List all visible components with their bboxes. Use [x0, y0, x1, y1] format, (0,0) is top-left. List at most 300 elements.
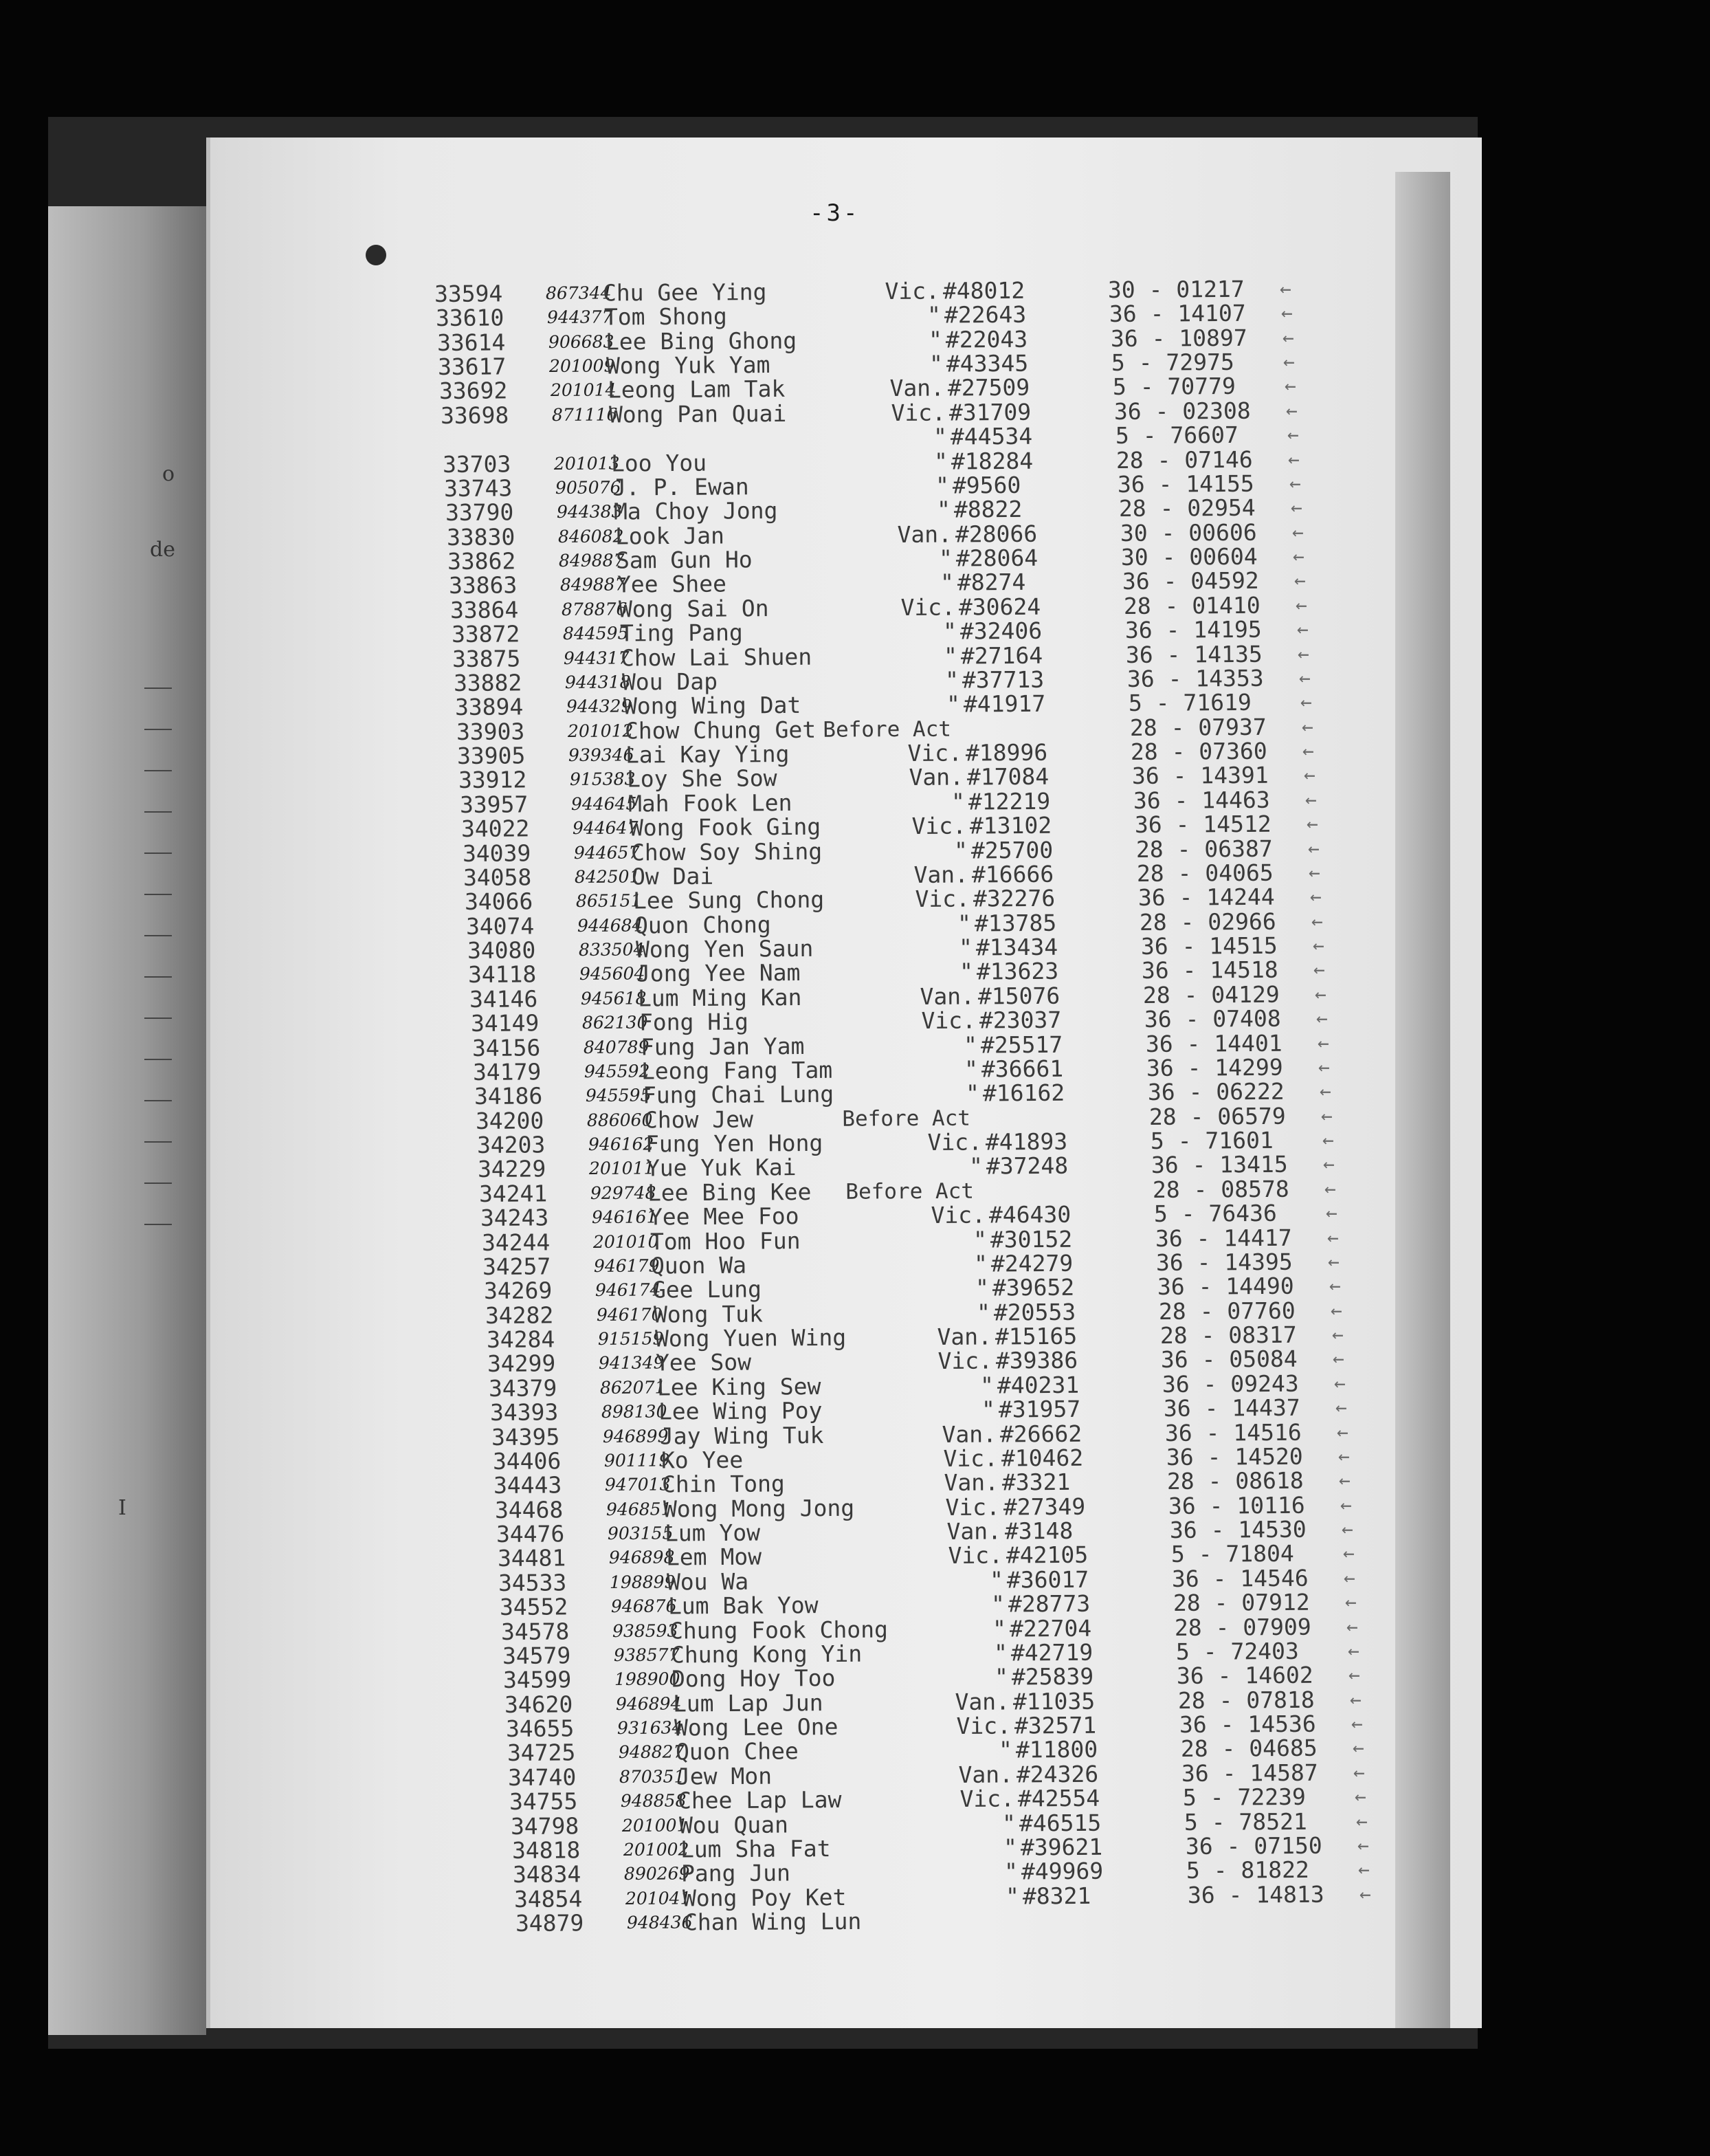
file-code: 36 - 14244 [1137, 883, 1275, 912]
handwritten-number: 849887 [559, 550, 625, 571]
sheet-rule [144, 976, 172, 978]
check-mark: ← [1311, 910, 1323, 933]
port-of-entry: " [945, 666, 959, 694]
port-of-entry: Van. [955, 1688, 1010, 1715]
port-of-entry: " [940, 569, 955, 597]
check-mark: ← [1337, 1444, 1350, 1468]
person-name: Fong Hig [639, 1008, 748, 1036]
handwritten-number: 945604 [579, 963, 645, 984]
reference-number: #17084 [967, 763, 1050, 791]
handwritten-number: 931634 [617, 1717, 683, 1739]
port-of-entry: Before Act [822, 716, 951, 742]
sheet-rule [144, 1182, 172, 1184]
file-code: 28 - 06579 [1148, 1102, 1286, 1130]
certificate-number: 34118 [468, 960, 537, 989]
port-of-entry: Van. [889, 374, 945, 402]
file-code: 30 - 01217 [1107, 275, 1245, 304]
file-code: 36 - 14417 [1155, 1224, 1292, 1252]
port-of-entry: " [946, 690, 961, 718]
port-of-entry: Vic. [959, 1785, 1015, 1813]
reference-number: #30624 [958, 593, 1041, 621]
person-name: Lee Bing Kee [647, 1178, 812, 1207]
port-of-entry: Van. [920, 982, 975, 1010]
reference-number: #32276 [973, 885, 1056, 912]
file-code: 36 - 14437 [1163, 1394, 1300, 1422]
handwritten-number: 901119 [603, 1450, 670, 1471]
certificate-number: 34269 [484, 1277, 553, 1305]
file-code: 36 - 05084 [1161, 1345, 1298, 1374]
certificate-number: 34257 [482, 1253, 551, 1280]
certificate-number: 34552 [499, 1593, 568, 1621]
certificate-number: 34156 [471, 1033, 541, 1062]
handwritten-number: 946899 [602, 1425, 669, 1446]
page-edge [1395, 172, 1450, 2028]
reference-number: #16666 [972, 860, 1054, 888]
person-name: J. P. Ewan [612, 473, 749, 501]
port-of-entry: " [964, 1055, 979, 1083]
handwritten-number: 944383 [556, 501, 623, 522]
certificate-number: 33905 [457, 742, 526, 770]
check-mark: ← [1322, 1128, 1334, 1152]
certificate-number: 34244 [481, 1228, 551, 1256]
file-code: 28 - 07818 [1178, 1686, 1315, 1714]
reference-number: #10462 [1001, 1444, 1083, 1472]
person-name: Pang Jun [681, 1859, 791, 1887]
sheet-rule [144, 1018, 172, 1019]
port-of-entry: " [993, 1639, 1008, 1666]
reference-number: #42554 [1018, 1784, 1100, 1812]
check-mark: ← [1289, 472, 1302, 495]
reference-number: #41917 [963, 690, 1046, 718]
side-mark: I [118, 1496, 126, 1520]
port-of-entry: Van. [942, 1420, 997, 1448]
reference-number: #22043 [945, 325, 1028, 353]
port-of-entry: " [957, 910, 971, 937]
file-code: 28 - 02954 [1118, 494, 1256, 522]
sheet-rule [144, 811, 172, 813]
port-of-entry: Vic. [942, 1444, 998, 1472]
file-code: 5 - 78521 [1184, 1807, 1307, 1836]
file-code: 36 - 04592 [1122, 567, 1259, 595]
handwritten-number: 948858 [621, 1790, 687, 1812]
reference-number: #22643 [944, 301, 1027, 329]
file-code: 36 - 14395 [1156, 1248, 1293, 1276]
reference-number: #8321 [1023, 1882, 1091, 1910]
certificate-number: 34755 [509, 1788, 578, 1816]
person-name: Ko Yee [660, 1446, 743, 1474]
certificate-number: 33882 [454, 669, 522, 696]
sheet-rule [144, 935, 172, 936]
file-code: 36 - 14518 [1142, 956, 1279, 984]
handwritten-number: 898130 [601, 1401, 667, 1422]
check-mark: ← [1304, 763, 1316, 786]
port-of-entry: Van. [946, 1517, 1001, 1546]
check-mark: ← [1302, 739, 1315, 762]
port-of-entry: Van. [958, 1761, 1014, 1788]
file-code: 36 - 10897 [1110, 324, 1247, 352]
handwritten-number: 842501 [575, 866, 641, 887]
handwritten-number: 201014 [550, 380, 617, 401]
reference-number: #37713 [962, 666, 1045, 694]
file-code: 5 - 71601 [1150, 1126, 1274, 1155]
port-of-entry: " [963, 1031, 977, 1059]
handwritten-number: 915383 [570, 769, 636, 790]
check-mark: ← [1339, 1468, 1351, 1492]
person-name: Chee Lap Law [678, 1786, 842, 1814]
port-of-entry: Vic. [945, 1493, 1001, 1521]
certificate-number: 34395 [491, 1422, 560, 1451]
port-of-entry: Van. [896, 520, 952, 548]
file-code: 28 - 07909 [1174, 1613, 1311, 1641]
handwritten-number: 944657 [573, 842, 640, 863]
file-code: 28 - 07146 [1116, 446, 1254, 474]
file-code: 36 - 14813 [1188, 1880, 1325, 1908]
reference-number: #25700 [970, 836, 1053, 864]
check-mark: ← [1346, 1614, 1358, 1638]
check-mark: ← [1282, 326, 1294, 349]
certificate-number: 34080 [467, 936, 536, 965]
check-mark: ← [1333, 1347, 1345, 1370]
reference-number: #39652 [992, 1274, 1075, 1301]
port-of-entry: " [966, 1079, 980, 1107]
certificate-number: 34200 [475, 1107, 544, 1134]
check-mark: ← [1340, 1493, 1352, 1517]
certificate-number: 34579 [502, 1642, 571, 1669]
file-code: 36 - 14512 [1134, 811, 1272, 839]
certificate-number: 34468 [494, 1496, 564, 1524]
port-of-entry: Vic. [956, 1712, 1012, 1739]
sheet-rule [144, 688, 172, 689]
check-mark: ← [1359, 1882, 1372, 1906]
person-name: Jong Yee Nam [636, 959, 801, 987]
certificate-number: 34039 [462, 839, 531, 867]
person-name: Tom Shong [603, 302, 727, 331]
person-name: Chow Chung Get [624, 716, 816, 745]
check-mark: ← [1315, 1006, 1328, 1030]
check-mark: ← [1326, 1225, 1339, 1249]
check-mark: ← [1347, 1639, 1359, 1662]
certificate-number: 34476 [496, 1520, 565, 1548]
certificate-number: 33903 [456, 718, 525, 745]
file-code: 36 - 02308 [1113, 397, 1251, 425]
reference-number: #3148 [1004, 1517, 1074, 1545]
file-code: 36 - 14536 [1179, 1710, 1316, 1739]
certificate-number: 33875 [452, 644, 521, 672]
person-name: Wong Mong Jong [663, 1494, 855, 1523]
handwritten-number: 198899 [610, 1572, 676, 1592]
file-code: 5 - 71804 [1170, 1540, 1294, 1568]
handwritten-number: 840789 [583, 1036, 649, 1057]
handwritten-number: 867344 [545, 283, 612, 304]
certificate-number: 33594 [434, 280, 503, 307]
reference-number: #15165 [995, 1322, 1078, 1350]
file-code: 5 - 81822 [1186, 1856, 1310, 1884]
port-of-entry: " [953, 837, 968, 864]
reference-number: #49969 [1021, 1858, 1104, 1885]
certificate-number: 33703 [443, 450, 511, 478]
reference-number: #39621 [1020, 1833, 1103, 1861]
page-number: -3- [810, 199, 860, 227]
check-mark: ← [1334, 1372, 1346, 1395]
sheet-rule [144, 894, 172, 895]
check-mark: ← [1342, 1541, 1355, 1565]
port-of-entry: " [939, 544, 953, 572]
person-name: Loy She Sow [627, 764, 777, 793]
file-code: 36 - 14490 [1157, 1273, 1294, 1301]
port-of-entry: " [935, 472, 950, 499]
certificate-number: 33872 [451, 620, 520, 648]
sheet-rule [144, 852, 172, 854]
reference-number: #46515 [1019, 1809, 1102, 1836]
reference-number: #12219 [968, 787, 1051, 815]
sheet-rule [144, 770, 172, 771]
handwritten-number: 946876 [610, 1596, 677, 1617]
certificate-number: 34725 [507, 1739, 576, 1767]
certificate-number: 34058 [463, 864, 532, 891]
reference-number: #32571 [1014, 1711, 1097, 1739]
person-name: Lem Mow [665, 1543, 762, 1571]
file-code: 36 - 14520 [1166, 1442, 1303, 1471]
check-mark: ← [1295, 593, 1307, 617]
port-of-entry: " [990, 1566, 1004, 1594]
file-code: 5 - 76436 [1153, 1200, 1277, 1228]
port-of-entry: " [933, 423, 947, 450]
file-code: 28 - 08618 [1167, 1467, 1304, 1495]
sheet-rule [144, 1224, 172, 1225]
port-of-entry: " [973, 1226, 987, 1253]
handwritten-number: 938577 [613, 1644, 680, 1665]
port-of-entry: Vic. [915, 885, 970, 913]
handwritten-number: 941349 [599, 1352, 665, 1374]
reference-number: #28066 [955, 520, 1037, 548]
reference-number: #23037 [979, 1006, 1062, 1034]
person-name: Leong Fang Tam [641, 1056, 833, 1085]
file-code: 36 - 14135 [1126, 640, 1263, 668]
port-of-entry: Vic. [921, 1006, 976, 1035]
person-name: Lee Sung Chong [632, 886, 825, 914]
file-code: 36 - 14391 [1132, 762, 1269, 790]
certificate-number: 34149 [470, 1009, 540, 1037]
check-mark: ← [1317, 1031, 1329, 1055]
handwritten-number: 946170 [596, 1304, 663, 1325]
port-of-entry: " [934, 448, 948, 475]
side-mark: o [162, 462, 175, 486]
file-code: 36 - 14516 [1164, 1418, 1302, 1446]
file-code: 36 - 07408 [1144, 1004, 1281, 1033]
port-of-entry: " [942, 617, 957, 645]
handwritten-number: 946179 [594, 1255, 660, 1276]
handwritten-number: 944647 [572, 817, 639, 839]
handwritten-number: 944317 [564, 648, 630, 668]
certificate-number: 33864 [449, 596, 519, 624]
reference-number: #31709 [948, 398, 1032, 426]
port-of-entry: Vic. [947, 1541, 1003, 1570]
person-name: Jay Wing Tuk [659, 1421, 824, 1450]
certificate-number: 33830 [446, 523, 515, 551]
handwritten-number: 946898 [608, 1547, 675, 1568]
reference-number: #11035 [1013, 1687, 1096, 1715]
certificate-number: 34879 [515, 1909, 584, 1937]
port-of-entry: " [974, 1250, 988, 1277]
check-mark: ← [1280, 301, 1293, 324]
reference-number: #18996 [966, 738, 1048, 767]
port-of-entry: Before Act [842, 1106, 970, 1132]
person-name: Quon Wa [651, 1251, 747, 1279]
underlying-sheet [48, 206, 206, 2035]
person-name: Chan Wing Lun [683, 1907, 862, 1936]
port-of-entry: " [926, 301, 941, 329]
handwritten-number: 886060 [586, 1110, 653, 1130]
check-mark: ← [1325, 1201, 1337, 1224]
person-name: Quon Chee [675, 1737, 799, 1766]
handwritten-number: 947013 [605, 1474, 671, 1495]
certificate-number: 33863 [449, 571, 518, 600]
port-of-entry: " [976, 1299, 991, 1326]
certificate-number: 34655 [505, 1715, 575, 1742]
port-of-entry: " [980, 1372, 995, 1399]
handwritten-number: 862130 [581, 1012, 648, 1033]
check-mark: ← [1351, 1712, 1363, 1735]
person-name: Wong Pan Quai [608, 399, 787, 428]
check-mark: ← [1318, 1055, 1331, 1079]
person-name: Leong Lam Tak [607, 375, 786, 404]
handwritten-number: 201011 [589, 1158, 655, 1179]
person-name: Lee Bing Ghong [605, 327, 797, 355]
certificate-number: 34481 [497, 1544, 566, 1572]
sheet-rule [144, 729, 172, 730]
port-of-entry: Vic. [931, 1201, 986, 1229]
check-mark: ← [1313, 958, 1326, 981]
file-code: 30 - 00604 [1121, 542, 1258, 571]
person-name: Sam Gun Ho [616, 546, 753, 574]
reference-number: #24279 [991, 1249, 1074, 1277]
port-of-entry: Vic. [891, 399, 946, 426]
certificate-number: 34620 [504, 1691, 573, 1718]
port-of-entry: " [944, 642, 958, 670]
reference-number: #13623 [977, 958, 1059, 985]
reference-number: #37248 [986, 1152, 1069, 1180]
port-of-entry: " [951, 788, 966, 815]
certificate-number: 34179 [473, 1058, 542, 1086]
check-mark: ← [1306, 812, 1318, 835]
handwritten-number: 844595 [562, 623, 629, 644]
file-code: 28 - 06387 [1135, 835, 1273, 863]
port-of-entry: Vic. [937, 1347, 993, 1375]
reference-number: #16162 [982, 1079, 1065, 1107]
file-code: 5 - 72239 [1183, 1783, 1307, 1812]
check-mark: ← [1330, 1299, 1342, 1322]
check-mark: ← [1358, 1858, 1370, 1881]
port-of-entry: " [959, 958, 974, 986]
reference-number: #25517 [980, 1031, 1063, 1059]
check-mark: ← [1283, 350, 1296, 373]
person-name: Tom Hoo Fun [649, 1226, 801, 1255]
sheet-rule [144, 1141, 172, 1143]
handwritten-number: 944318 [565, 672, 631, 692]
port-of-entry: " [992, 1615, 1006, 1642]
certificate-number: 34066 [464, 888, 533, 916]
certificate-number: 34533 [498, 1569, 567, 1596]
check-mark: ← [1350, 1688, 1362, 1711]
certificate-number: 34146 [469, 985, 538, 1013]
file-code: 28 - 02966 [1139, 908, 1276, 936]
file-code: 5 - 72975 [1111, 349, 1235, 377]
file-code: 36 - 07150 [1185, 1832, 1322, 1860]
port-of-entry: " [969, 1152, 984, 1180]
port-of-entry: " [1003, 1834, 1017, 1861]
handwritten-number: 903155 [607, 1523, 674, 1544]
person-name: Lum Lap Jun [673, 1688, 823, 1717]
certificate-number: 34243 [480, 1204, 549, 1232]
handwritten-number: 849887 [560, 574, 626, 595]
certificate-number: 34578 [500, 1617, 570, 1645]
certificate-number: 34854 [514, 1885, 583, 1913]
reference-number: #36661 [981, 1055, 1064, 1083]
reference-number: #41893 [985, 1128, 1067, 1156]
handwritten-number: 201009 [549, 355, 615, 377]
certificate-number: 33957 [459, 791, 529, 818]
file-code: 36 - 14546 [1172, 1564, 1309, 1592]
person-name: Ma Choy Jong [613, 497, 778, 525]
person-name: Wong Fook Ging [629, 813, 821, 842]
certificate-number: 34022 [460, 815, 530, 843]
certificate-number: 33614 [436, 329, 505, 356]
check-mark: ← [1298, 641, 1310, 666]
handwritten-number: 201041 [625, 1888, 691, 1908]
reference-number: #9560 [952, 471, 1021, 499]
person-name: Ting Pang [619, 619, 743, 647]
check-mark: ← [1309, 861, 1321, 884]
person-name: Chung Kong Yin [670, 1640, 862, 1669]
person-name: Gee Lung [652, 1275, 762, 1304]
reference-number: #43345 [946, 349, 1029, 377]
reference-number: #27509 [947, 374, 1030, 402]
handwritten-number: 865151 [575, 890, 642, 912]
person-name: Fung Chai Lung [642, 1081, 834, 1109]
handwritten-number: 846082 [557, 526, 624, 547]
handwritten-number: 890269 [624, 1863, 690, 1884]
handwritten-number: 201002 [623, 1839, 689, 1860]
check-mark: ← [1323, 1152, 1335, 1176]
certificate-number: 34299 [487, 1350, 556, 1378]
certificate-number: 34379 [489, 1374, 557, 1402]
check-mark: ← [1299, 666, 1311, 690]
handwritten-number: 870351 [619, 1766, 685, 1787]
port-of-entry: " [981, 1396, 996, 1423]
check-mark: ← [1287, 423, 1299, 446]
reference-number: #39386 [996, 1347, 1078, 1374]
handwritten-number: 905076 [555, 477, 621, 498]
port-of-entry: " [958, 934, 973, 961]
port-of-entry: " [929, 350, 944, 377]
certificate-number: 33610 [435, 304, 504, 332]
file-code: 36 - 14515 [1140, 932, 1278, 960]
reference-number: #8274 [957, 569, 1026, 596]
check-mark: ← [1355, 1785, 1367, 1808]
file-code: 36 - 14155 [1117, 470, 1254, 498]
handwritten-number: 198900 [614, 1669, 680, 1690]
reference-number: #42719 [1010, 1638, 1093, 1666]
person-name: Fung Yen Hong [645, 1129, 823, 1158]
file-code: 28 - 08317 [1159, 1321, 1297, 1350]
port-of-entry: " [995, 1663, 1009, 1691]
handwritten-number: 946174 [595, 1279, 661, 1301]
handwritten-number: 833504 [578, 939, 645, 960]
person-name: Chow Jew [643, 1106, 753, 1134]
handwritten-number: 862071 [600, 1377, 666, 1398]
certificate-number: 34241 [479, 1180, 548, 1207]
certificate-number: 33912 [458, 766, 527, 794]
